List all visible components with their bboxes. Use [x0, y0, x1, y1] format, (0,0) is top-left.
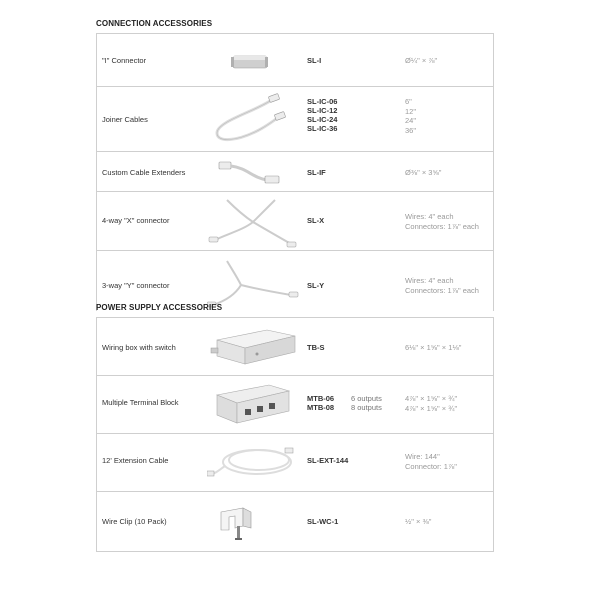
outputs-cell: [351, 394, 382, 412]
sku: TB-S: [307, 343, 325, 352]
product-name: 4-way "X" connector: [102, 216, 170, 225]
sku: MTB-06: [307, 394, 335, 403]
table-row-i-connector: [96, 34, 494, 87]
output-count: 8 outputs: [351, 403, 382, 412]
product-name: Wire Clip (10 Pack): [102, 517, 167, 526]
spec-cell: [405, 97, 416, 135]
table-row-multiple-terminal-block: [96, 376, 494, 434]
sku: SL-IC-06: [307, 97, 338, 106]
product-name: "I" Connector: [102, 56, 147, 65]
wiring-box-image: [207, 326, 297, 368]
sku: SL-IC-12: [307, 106, 338, 115]
spec-value: Connectors: 1⅞" each: [405, 221, 479, 231]
sku: SL-IC-36: [307, 124, 338, 133]
terminal-block-image: [207, 381, 297, 429]
spec-value: 36": [405, 125, 417, 135]
spec-cell: [405, 168, 441, 178]
spec-value: ½" × ⅜": [405, 517, 432, 526]
product-name: Custom Cable Extenders: [102, 168, 186, 177]
table-row-custom-cable-extenders: [96, 152, 494, 192]
product-name: Multiple Terminal Block: [102, 398, 179, 407]
sku: SL-WC-1: [307, 517, 339, 526]
output-count: 6 outputs: [351, 394, 382, 403]
spec-value: 6⅛" × 1⅝" × 1⅛": [405, 343, 462, 352]
sku-cell: [307, 97, 337, 133]
table-row-wire-clip: [96, 492, 494, 552]
sku-cell: [307, 168, 326, 177]
spec-cell: [405, 56, 437, 66]
sku: SL-X: [307, 216, 325, 225]
sku-cell: [307, 56, 321, 65]
sku-cell: [307, 456, 348, 465]
i-connector-image: [207, 47, 277, 75]
spec-value: Connector: 1⅞": [405, 461, 457, 471]
accessories-sheet: [96, 18, 494, 552]
power-supply-accessories-heading: POWER SUPPLY ACCESSORIES: [96, 303, 223, 312]
x-connector-image: [207, 196, 299, 248]
sku: SL-Y: [307, 281, 325, 290]
table-row-wiring-box: [96, 318, 494, 376]
power-supply-accessories-table: [96, 317, 494, 552]
extension-cable-image: [207, 440, 297, 486]
spec-value: Ø¼" × ⅞": [405, 56, 438, 65]
spec-cell: [405, 517, 431, 527]
sku: SL-IC-24: [307, 115, 338, 124]
cable-extender-image: [207, 158, 287, 188]
spec-cell: [405, 452, 457, 471]
product-name: 3-way "Y" connector: [102, 281, 170, 290]
sku-cell: [307, 394, 334, 412]
wire-clip-image: [207, 500, 287, 546]
sku: SL-IF: [307, 168, 326, 177]
spec-value: 12": [405, 106, 417, 116]
sku-cell: [307, 216, 324, 225]
spec-value: Wire: 144": [405, 452, 440, 461]
spec-cell: [405, 276, 479, 295]
sku: SL-EXT-144: [307, 456, 349, 465]
sku-cell: [307, 343, 325, 352]
sku-cell: [307, 281, 324, 290]
spec-value: Wires: 4" each: [405, 276, 454, 285]
spec-cell: [405, 343, 461, 353]
spec-value: 6": [405, 97, 412, 106]
spec-value: Connectors: 1⅞" each: [405, 285, 479, 295]
spec-cell: [405, 212, 479, 231]
joiner-cable-image: [207, 91, 287, 149]
spec-value: 24": [405, 116, 417, 125]
spec-value: 4⅞" × 1⅝" × ¾": [405, 403, 458, 413]
spec-value: Wires: 4" each: [405, 212, 454, 221]
table-row-extension-cable: [96, 434, 494, 492]
connection-accessories-heading: CONNECTION ACCESSORIES: [96, 19, 213, 28]
table-row-4-way-x-connector: [96, 192, 494, 251]
sku: MTB-08: [307, 403, 335, 412]
connection-accessories-table: [96, 33, 494, 311]
sku: SL-I: [307, 56, 322, 65]
sku-cell: [307, 517, 338, 526]
product-name: Wiring box with switch: [102, 343, 176, 352]
product-name: 12' Extension Cable: [102, 456, 169, 465]
spec-cell: [405, 394, 457, 413]
product-name: Joiner Cables: [102, 115, 148, 124]
spec-value: 4⅞" × 1⅝" × ¾": [405, 394, 458, 403]
y-connector-image: [207, 255, 299, 309]
spec-value: Ø⅜" × 3⅝": [405, 168, 442, 177]
table-row-joiner-cables: [96, 87, 494, 152]
